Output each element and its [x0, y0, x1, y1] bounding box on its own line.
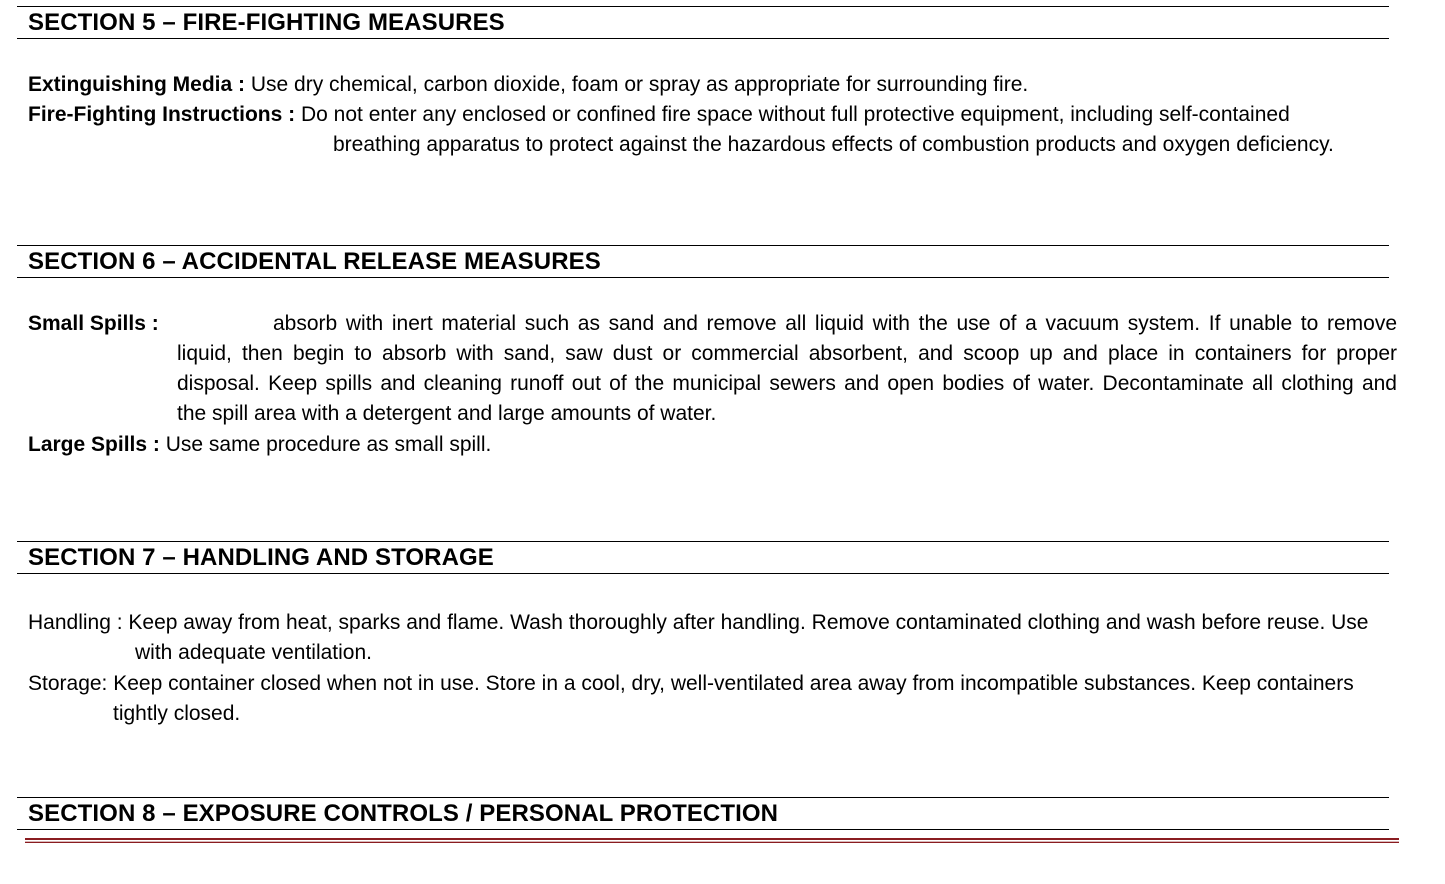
small-spills-label-wrap — [28, 309, 159, 339]
section-5-header — [17, 6, 1389, 39]
firefighting-instructions-text-1: Do not enter any enclosed or confined fire space without full protective equipment, including self-contained — [295, 103, 1290, 126]
firefighting-instructions-row — [28, 100, 1290, 130]
section-8-header — [17, 797, 1389, 830]
handling-label: Handling : — [28, 611, 123, 634]
small-spills-line-4: the spill area with a detergent and large amounts of water. — [177, 402, 717, 425]
extinguishing-media-label: Extinguishing Media : — [28, 73, 246, 96]
section-7-header — [17, 541, 1389, 574]
large-spills-label: Large Spills : — [28, 433, 160, 456]
firefighting-instructions-label: Fire-Fighting Instructions : — [28, 103, 296, 126]
storage-label: Storage: — [28, 672, 108, 695]
storage-text-2: tightly closed. — [113, 702, 241, 725]
section-6-title: SECTION 6 – ACCIDENTAL RELEASE MEASURES — [28, 248, 601, 275]
extinguishing-media-text: Use dry chemical, carbon dioxide, foam or spray as appropriate for surrounding fire. — [245, 73, 1029, 96]
handling-text-1: Keep away from heat, sparks and flame. Wash thoroughly after handling. Remove contaminated clothing and wash before reuse. Use — [122, 611, 1369, 634]
small-spills-line-2: liquid, then begin to absorb with sand, saw dust or commercial absorbent, and scoop up and place in containers for proper — [177, 342, 1397, 365]
section-5-title: SECTION 5 – FIRE-FIGHTING MEASURES — [28, 9, 505, 36]
small-spills-line-3: disposal. Keep spills and cleaning runoff out of the municipal sewers and open bodies of water. Decontaminate all clothing and — [177, 372, 1397, 395]
storage-text-1: Keep container closed when not in use. Store in a cool, dry, well-ventilated area away from incompatible substances. Keep containers — [107, 672, 1354, 695]
storage-row — [28, 669, 1354, 699]
footer-rule-highlight — [25, 841, 1399, 842]
section-7-title: SECTION 7 – HANDLING AND STORAGE — [28, 544, 494, 571]
handling-text-2: with adequate ventilation. — [135, 641, 372, 664]
firefighting-instructions-text-2: breathing apparatus to protect against the hazardous effects of combustion products and oxygen deficiency. — [333, 133, 1334, 156]
large-spills-text: Use same procedure as small spill. — [159, 433, 492, 456]
small-spills-line-1: absorb with inert material such as sand and remove all liquid with the use of a vacuum system. If unable to remove — [273, 312, 1397, 335]
extinguishing-media-row — [28, 70, 1028, 100]
section-6-header — [17, 245, 1389, 278]
handling-row — [28, 608, 1368, 638]
large-spills-row — [28, 430, 491, 460]
section-8-title: SECTION 8 – EXPOSURE CONTROLS / PERSONAL PROTECTION — [28, 800, 779, 827]
small-spills-label: Small Spills : — [28, 312, 159, 335]
